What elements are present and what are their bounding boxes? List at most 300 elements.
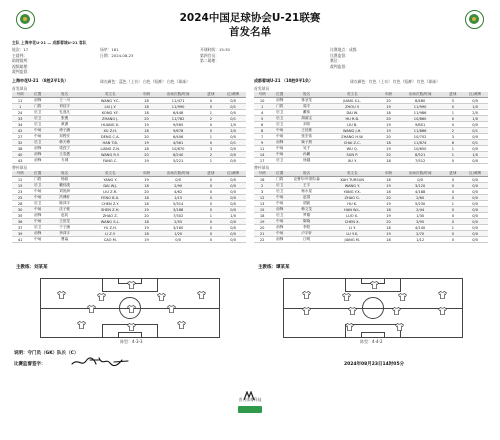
home-starters-table (12, 92, 246, 164)
player-cell: 18 (138, 128, 154, 134)
player-cell: 1/0 (462, 152, 488, 158)
player-cell: 0/1 (220, 140, 246, 146)
match-info-cell: 裁判监督： (12, 69, 31, 75)
player-shirt-icon (348, 307, 357, 315)
player-cell: 0/0 (462, 231, 488, 237)
player-cell: 门将 (270, 177, 289, 183)
sign-timestamp: 2024年08月23日14时05分 (344, 362, 405, 367)
player-cell: 后卫 (28, 110, 47, 116)
player-cell: 11/866 (397, 128, 444, 134)
player-cell: 0 (444, 183, 463, 189)
player-cell: 2 (254, 183, 270, 189)
player-cell: 18 (380, 237, 396, 243)
player-cell: 后卫 (270, 158, 289, 164)
page-title: 2024中国足球协会U-21联赛 (179, 12, 321, 24)
player-cell: FANG C. (82, 158, 138, 164)
player-cell: 中场 (28, 207, 47, 213)
player-cell: 3 (202, 146, 221, 152)
page-subtitle: 首发名单 (229, 26, 271, 38)
player-cell: 9/678 (155, 128, 202, 134)
player-cell: 0/1 (220, 104, 246, 110)
player-cell: 0/0 (220, 225, 246, 231)
player-cell: ZHAO Z. (82, 213, 138, 219)
player-cell: 21 (254, 231, 270, 237)
away-starters-label: 首发球员 (254, 86, 270, 91)
player-cell: 19 (138, 122, 154, 128)
player-cell: 18 (380, 225, 396, 231)
player-cell: 19 (254, 219, 270, 225)
player-cell: 前锋 (28, 152, 47, 158)
player-cell: DENG C.A. (82, 134, 138, 140)
player-cell: 19 (380, 128, 396, 134)
player-cell: 0 (444, 158, 463, 164)
player-cell: 1 (444, 152, 463, 158)
home-formation-pitch (40, 278, 220, 338)
player-cell: 0 (202, 225, 221, 231)
player-cell: 0/0 (462, 195, 488, 201)
player-cell: ZHANG J. (82, 116, 138, 122)
player-cell: 0/0 (462, 207, 488, 213)
player-cell: 8/480 (397, 98, 444, 104)
player-cell: 5/314 (155, 201, 202, 207)
player-cell: 40 (12, 152, 28, 158)
player-cell: 2/70 (397, 231, 444, 237)
player-cell: 中场 (270, 152, 289, 158)
player-cell: 前锋 (270, 225, 289, 231)
player-shirt-icon (342, 293, 351, 301)
away-formation-label: 阵型：4-4-2 (360, 339, 383, 344)
column-header: 出场次数/时间 (155, 92, 202, 98)
player-cell: LI Z.Y. (82, 231, 138, 237)
player-cell: 后卫 (28, 225, 47, 231)
player-cell: 18 (138, 201, 154, 207)
player-cell: 37 (12, 225, 28, 231)
player-cell: 0/0 (220, 152, 246, 158)
player-cell: 孔逸凡 (47, 110, 82, 116)
player-cell: 梁孜宁 (47, 146, 82, 152)
player-cell: 前锋 (28, 158, 47, 164)
player-cell: 18 (138, 183, 154, 189)
player-cell: YU Z.H. (82, 225, 138, 231)
player-cell: 0 (444, 195, 463, 201)
away-subs-label: 替补球员 (254, 165, 270, 170)
player-cell: YANG Y. (82, 177, 138, 183)
player-cell: 18 (138, 231, 154, 237)
player-cell: 4 (254, 110, 270, 116)
player-cell: 0 (202, 195, 221, 201)
player-cell: 0 (202, 231, 221, 237)
player-cell: 王宇 (289, 183, 324, 189)
player-cell: 6/406 (155, 134, 202, 140)
player-row (12, 237, 246, 243)
player-cell: 18 (380, 189, 396, 195)
player-cell: 20 (138, 213, 154, 219)
away-team-name: 成都蓉城U-21 （10胜0平1负） (254, 78, 313, 83)
player-cell: 7/302 (155, 213, 202, 219)
player-cell: 罗雄 (289, 213, 324, 219)
player-cell: 12 (254, 195, 270, 201)
brand-logo-icon (243, 386, 255, 396)
column-header: 红/黄牌 (462, 92, 488, 98)
player-cell: 4/361 (155, 140, 202, 146)
player-cell: JIANG M. (324, 237, 380, 243)
column-header: 红/黄牌 (220, 92, 246, 98)
player-cell: HUANG X. (82, 122, 138, 128)
column-header: 进球 (444, 171, 463, 177)
player-cell: 王佳豪 (289, 128, 324, 134)
player-cell: LIU Z.R. (82, 189, 138, 195)
player-cell: 吴千 (289, 146, 324, 152)
player-cell: 刘佳宇 (47, 104, 82, 110)
player-cell: 33 (12, 116, 28, 122)
player-cell: 中场 (28, 219, 47, 225)
player-shirt-icon (127, 305, 136, 313)
player-cell: 柴子晨 (289, 140, 324, 146)
player-cell: WANG Y. (324, 183, 380, 189)
player-cell: 韩天博 (47, 140, 82, 146)
player-cell: ZHAO G. (324, 195, 380, 201)
player-cell: 20 (254, 225, 270, 231)
player-cell: 35 (12, 213, 28, 219)
player-cell: 0/0 (462, 158, 488, 164)
player-cell: 前锋 (270, 207, 289, 213)
player-cell: 23 (12, 189, 28, 195)
player-cell: 19 (138, 140, 154, 146)
player-cell: 1 (202, 158, 221, 164)
player-cell: 前锋 (28, 213, 47, 219)
player-shirt-icon (167, 305, 176, 313)
player-cell: 王若愚 (47, 152, 82, 158)
player-cell: 25 (12, 195, 28, 201)
player-cell: 后卫 (270, 116, 289, 122)
match-info-cell: 第四官员： (200, 52, 219, 58)
player-cell: 蒋圣龙 (289, 98, 324, 104)
player-cell: DAI W.J. (82, 183, 138, 189)
player-cell: 戴伟 (289, 110, 324, 116)
player-cell: 30 (12, 207, 28, 213)
player-cell: 2/0 (220, 128, 246, 134)
player-cell: ZHOU Y. (324, 104, 380, 110)
player-cell: 中场 (270, 195, 289, 201)
player-shirt-icon (302, 307, 311, 315)
match-info-cell: 助理裁判： (12, 58, 31, 64)
player-cell: 1/15 (155, 195, 202, 201)
match-info-cell: 比赛监督： (330, 52, 349, 58)
player-cell: 11/990 (397, 104, 444, 110)
player-cell: 中场 (270, 128, 289, 134)
player-cell: 杨永星 (289, 189, 324, 195)
player-cell: 0/0 (462, 146, 488, 152)
player-cell: 0/0 (462, 237, 488, 243)
player-cell: 0/0 (220, 146, 246, 152)
match-info-cell: 视频助理： (12, 63, 31, 69)
player-cell: 8 (254, 128, 270, 134)
away-coach: 主教练：谭某某 (258, 265, 290, 270)
player-cell: 1 (202, 134, 221, 140)
player-cell: 20 (380, 134, 396, 140)
player-cell: 0/0 (220, 177, 246, 183)
player-cell: 前锋 (270, 237, 289, 243)
player-cell: 后卫 (270, 110, 289, 116)
player-cell: 18 (380, 207, 396, 213)
player-cell: 18 (254, 213, 270, 219)
player-cell: 7 (254, 134, 270, 140)
player-cell: HAN W.L. (324, 207, 380, 213)
player-cell: 0 (202, 207, 221, 213)
away-starters-table (254, 92, 488, 164)
player-cell: 3 (444, 134, 463, 140)
home-subs-table (12, 171, 246, 243)
column-header: 位置 (28, 171, 47, 177)
player-cell: 0/0 (220, 134, 246, 140)
player-cell: 2 (202, 152, 221, 158)
player-cell: 3/95 (397, 219, 444, 225)
player-cell: LIU J.Y. (82, 104, 138, 110)
player-cell: 0 (202, 183, 221, 189)
player-cell: 1 (444, 110, 463, 116)
column-header: 姓名 (289, 92, 324, 98)
player-cell: 10/702 (397, 134, 444, 140)
player-cell: 0 (202, 201, 221, 207)
player-cell: 19 (380, 231, 396, 237)
player-cell: 10/860 (397, 116, 444, 122)
player-cell: 0/1 (462, 140, 488, 146)
player-cell: 20 (380, 219, 396, 225)
player-cell: 0 (444, 207, 463, 213)
player-cell: 后卫 (28, 140, 47, 146)
player-cell: 0/0 (462, 122, 488, 128)
player-cell: 0/0 (220, 207, 246, 213)
player-cell: 20 (138, 152, 154, 158)
player-cell: 9/565 (155, 122, 202, 128)
player-cell: 2 (444, 128, 463, 134)
player-cell: 3/160 (155, 225, 202, 231)
player-cell: 18 (380, 158, 396, 164)
home-team-kit: 球衣颜色：蓝色（上衣） 白色（短裤） 白色（球袜） (100, 79, 190, 84)
player-cell: 0/0 (462, 189, 488, 195)
player-cell: CHEN X. (324, 219, 380, 225)
player-shirt-icon (197, 291, 206, 299)
player-cell: 19 (380, 104, 396, 110)
column-header: 进球 (444, 92, 463, 98)
signer-label: 比赛监督签字： (14, 362, 46, 367)
player-cell: 3 (254, 189, 270, 195)
column-header: 年龄 (138, 171, 154, 177)
player-cell: 冯博轩 (47, 195, 82, 201)
player-cell: 江明 (289, 237, 324, 243)
player-cell: 刘邦 (289, 122, 324, 128)
player-cell: 2 (202, 116, 221, 122)
player-cell: 张俊 (47, 116, 82, 122)
player-cell: 8/521 (397, 152, 444, 158)
player-cell: FENG B.X. (82, 195, 138, 201)
player-row (254, 237, 488, 243)
player-cell: 李阳 (289, 225, 324, 231)
column-header: 号码 (254, 92, 270, 98)
player-cell: LUO X. (324, 213, 380, 219)
player-shirt-icon (97, 293, 106, 301)
column-header: 年龄 (138, 92, 154, 98)
player-cell: 11/990 (155, 104, 202, 110)
player-cell: 0/0 (220, 158, 246, 164)
player-cell: 0 (202, 219, 221, 225)
player-cell: 杨韵 (47, 177, 82, 183)
player-cell: 18 (380, 177, 396, 183)
match-info-cell: 比赛地点：成都 (330, 47, 357, 52)
player-cell: 18 (138, 98, 154, 104)
player-shirt-icon (157, 293, 166, 301)
player-cell: 中场 (270, 219, 289, 225)
player-cell: 6 (444, 140, 463, 146)
player-cell: 19 (138, 158, 154, 164)
player-cell: 赵国 (289, 195, 324, 201)
player-cell: 中场 (28, 237, 47, 243)
player-shirt-icon (302, 291, 311, 299)
player-cell: 42 (12, 128, 28, 134)
player-cell: 1 (444, 201, 463, 207)
player-cell: 11 (12, 98, 28, 104)
player-cell: SHEN Z.H. (82, 207, 138, 213)
match-info-cell: 主裁判： (12, 52, 28, 58)
player-cell: 19 (138, 177, 154, 183)
player-cell: 0 (202, 140, 221, 146)
player-cell: 20 (138, 116, 154, 122)
player-cell: 2/44 (397, 207, 444, 213)
player-cell: 11 (254, 146, 270, 152)
player-cell: 0/0 (397, 177, 444, 183)
away-subs-table (254, 171, 488, 243)
player-cell: 1/30 (397, 213, 444, 219)
player-cell: 11/986 (397, 110, 444, 116)
player-cell: YANG Y.X. (324, 189, 380, 195)
player-cell: 2/90 (155, 183, 202, 189)
player-cell: 卢宇轩 (289, 231, 324, 237)
player-cell: HAN T.B. (82, 140, 138, 146)
player-cell: 1 (254, 104, 270, 110)
player-cell: 18 (138, 104, 154, 110)
player-cell: 39 (12, 231, 28, 237)
player-cell: 方城 (47, 158, 82, 164)
player-cell: 韩文龙 (289, 207, 324, 213)
player-cell: 9/801 (397, 122, 444, 128)
home-starters-label: 首发球员 (12, 86, 28, 91)
player-cell: 19 (138, 225, 154, 231)
column-header: 英文名 (324, 92, 380, 98)
player-cell: 4/140 (397, 225, 444, 231)
player-cell: 16 (254, 177, 270, 183)
player-cell: 3/120 (397, 183, 444, 189)
player-cell: 中场 (28, 195, 47, 201)
player-cell: 0/1 (220, 116, 246, 122)
player-cell: DAI W. (324, 110, 380, 116)
player-cell: 0/0 (155, 177, 202, 183)
player-cell: 0 (202, 237, 221, 243)
column-header: 出场次数/时间 (155, 171, 202, 177)
player-cell: 后卫 (270, 189, 289, 195)
player-cell: SUN P. (324, 152, 380, 158)
player-cell: 27 (12, 134, 28, 140)
player-cell: 41 (12, 237, 28, 243)
player-cell: XU Z.H. (82, 128, 138, 134)
player-cell: 14 (254, 152, 270, 158)
player-cell: 0/0 (220, 110, 246, 116)
home-formation-label: 阵型：4-3-3 (120, 339, 143, 344)
match-info-cell: 轮次：17 (12, 47, 29, 52)
match-info-cell: 场序：181 (100, 47, 119, 52)
column-header: 进球 (202, 171, 221, 177)
player-shirt-icon (398, 293, 407, 301)
player-cell: JIANG S.L. (324, 98, 380, 104)
player-cell: 18 (380, 110, 396, 116)
player-cell: 11/874 (397, 140, 444, 146)
match-info-cell: 裁判监督： (330, 63, 349, 69)
player-cell: 中场 (270, 231, 289, 237)
player-cell: 1 (12, 104, 28, 110)
player-cell: 0 (202, 98, 221, 104)
column-header: 英文名 (82, 92, 138, 98)
player-shirt-icon (77, 321, 86, 329)
partner-badge-icon (238, 406, 262, 413)
column-header: 号码 (12, 171, 28, 177)
player-cell: 李泽宇 (47, 231, 82, 237)
player-cell: 13 (254, 201, 270, 207)
player-cell: 1 (444, 146, 463, 152)
player-cell: 1/12 (397, 237, 444, 243)
player-shirt-icon (177, 321, 186, 329)
match-info-cell: 日期：2024-08-23 (100, 52, 134, 58)
brand-name: 晋力体育科技 (238, 397, 262, 402)
player-cell: 胡凯 (289, 201, 324, 207)
player-cell: 徐子涵 (47, 128, 82, 134)
player-cell: 20 (380, 152, 396, 158)
player-shirt-icon (57, 291, 66, 299)
player-cell: WU Q. (324, 146, 380, 152)
player-cell: 0/0 (220, 195, 246, 201)
player-cell: 28 (12, 201, 28, 207)
player-cell: 徐越 (289, 158, 324, 164)
player-shirt-icon (438, 307, 447, 315)
column-header: 英文名 (324, 171, 380, 177)
player-row (254, 158, 488, 164)
player-cell: 前锋 (28, 231, 47, 237)
player-cell: 前锋 (28, 98, 47, 104)
player-cell: 4/188 (397, 189, 444, 195)
player-cell: 18 (138, 195, 154, 201)
player-cell: 中场 (270, 146, 289, 152)
player-cell: 0 (444, 189, 463, 195)
player-cell: 陈泽宇 (47, 201, 82, 207)
column-header: 号码 (12, 92, 28, 98)
player-cell: 胡睿宝 (289, 116, 324, 122)
player-cell: 0 (444, 219, 463, 225)
player-cell: 1/0 (462, 104, 488, 110)
player-shirt-icon (345, 323, 354, 331)
player-cell: 0/0 (220, 237, 246, 243)
player-shirt-icon (438, 291, 447, 299)
player-cell: 前锋 (28, 146, 47, 152)
player-cell: 5 (254, 116, 270, 122)
player-cell: 戴伟浚 (47, 183, 82, 189)
player-cell: 18 (380, 140, 396, 146)
player-cell: LIU B. (324, 122, 380, 128)
column-header: 出场次数/时间 (397, 171, 444, 177)
player-cell: 20 (380, 116, 396, 122)
player-cell: 后卫 (270, 122, 289, 128)
player-cell: 0 (202, 122, 221, 128)
player-cell: 张宏伟 (289, 134, 324, 140)
player-cell: 0/0 (462, 219, 488, 225)
match-info-cell: 第二助理： (200, 58, 219, 64)
